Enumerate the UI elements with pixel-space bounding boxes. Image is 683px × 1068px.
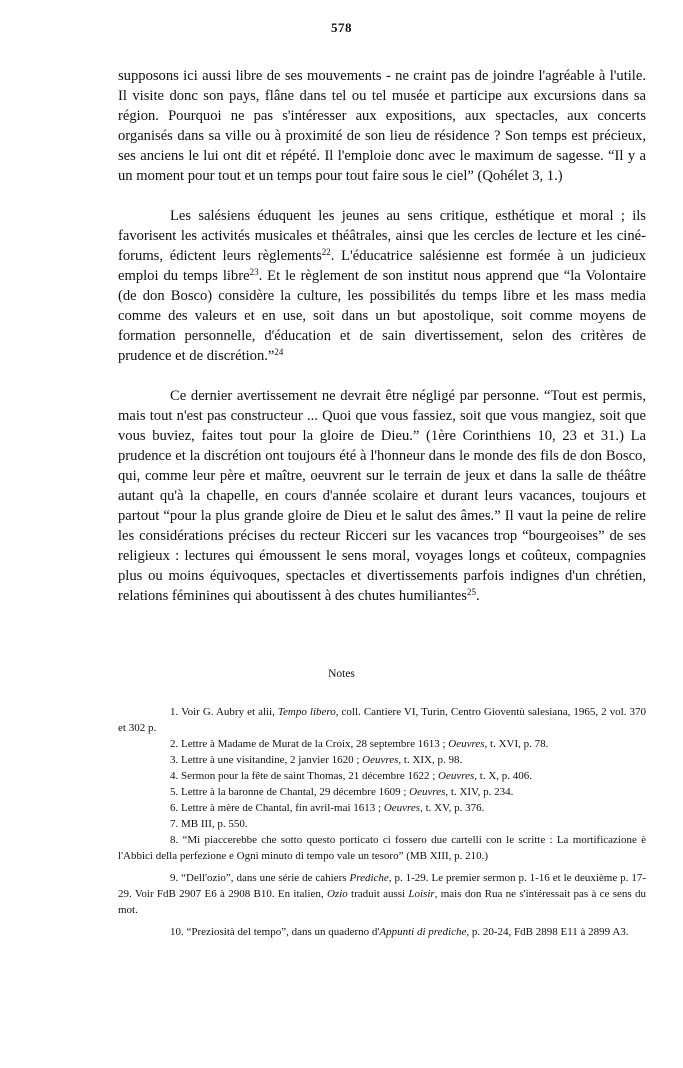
notes-heading: Notes bbox=[328, 668, 355, 680]
italic-title: Ozio bbox=[326, 888, 348, 900]
footnote-reference: 25 bbox=[466, 587, 476, 597]
italic-title: Oeuvres bbox=[448, 738, 485, 750]
note-10 bbox=[118, 924, 646, 940]
italic-title: Loisir bbox=[408, 888, 435, 900]
text-run: , p. 1-29. Le premier sermon p. 1-16 et le deuxième p. 17-29. Voir FdB 2907 E6 à 2908 B10. En italien, bbox=[118, 872, 647, 900]
paragraph-3 bbox=[118, 386, 646, 606]
text-run: Les salésiens éduquent les jeunes au sens critique, esthétique et moral ; ils favorisent les activités musicales et théâtrales, ainsi que les cercles de lecture et les ciné-forums, édictent leurs règlements bbox=[118, 208, 646, 264]
text-run: , t. XIX, p. 98. bbox=[398, 754, 463, 766]
italic-title: Oeuvres bbox=[438, 770, 475, 782]
text-run: , p. 20-24, FdB 2898 E11 à 2899 A3. bbox=[466, 926, 629, 938]
notes-list bbox=[118, 704, 646, 940]
note-3 bbox=[118, 752, 646, 768]
note-8 bbox=[118, 832, 646, 864]
text-run: 1. Voir G. Aubry et alii, bbox=[170, 706, 278, 718]
text-run: . L'éducatrice salésienne est formée à un judicieux emploi du temps libre bbox=[118, 248, 646, 284]
footnote-reference: 23 bbox=[249, 267, 259, 277]
text-run: 7. MB III, p. 550. bbox=[170, 818, 248, 830]
note-1 bbox=[118, 704, 646, 736]
text-run: , mais don Rua ne s'intéressait pas à ce sens du mot. bbox=[118, 888, 646, 916]
paragraph-2 bbox=[118, 206, 646, 366]
note-2 bbox=[118, 736, 646, 752]
footnote-reference: 24 bbox=[274, 347, 284, 357]
text-run: supposons ici aussi libre de ses mouvements - ne craint pas de joindre l'agréable à l'utile. Il visite donc son pays, flâne dans tel ou tel musée et participe aux excursions dans sa région. Pourquoi ne pas s'intéresser aux expositions, aux spectacles, aux concerts organisés dans sa ville ou à proximité de son lieu de résidence ? Son temps est précieux, ses anciens le lui ont dit et répété. Il l'emploie donc avec le maximum de sagesse. “Il y a un moment pour tout et un temps pour tout faire sous le ciel” (Qohélet 3, 1.) bbox=[118, 68, 646, 184]
note-7 bbox=[118, 816, 646, 832]
body-text bbox=[118, 66, 646, 606]
text-run: 3. Lettre à une visitandine, 2 janvier 1620 ; bbox=[170, 754, 363, 766]
text-run: , t. XV, p. 376. bbox=[420, 802, 485, 814]
italic-title: Prediche bbox=[349, 872, 389, 884]
text-run: . bbox=[475, 588, 480, 604]
italic-title: Oeuvres bbox=[362, 754, 399, 766]
text-run: 8. “Mi piaccerebbe che sotto questo porticato ci fossero due cartelli con le scritte : La mortificazione è l'Abbici della perfezione e Ogni minuto di tempo vale un tesoro” (MB XIII, p. 210.) bbox=[118, 834, 646, 862]
note-4 bbox=[118, 768, 646, 784]
italic-title: Appunti di prediche bbox=[379, 926, 467, 938]
note-9 bbox=[118, 870, 646, 918]
note-5 bbox=[118, 784, 646, 800]
text-run: 4. Sermon pour la fête de saint Thomas, 21 décembre 1622 ; bbox=[170, 770, 439, 782]
footnote-reference: 22 bbox=[321, 247, 331, 257]
text-run: Ce dernier avertissement ne devrait être négligé par personne. “Tout est permis, mais tout n'est pas constructeur ... Quoi que vous fassiez, soit que vous mangiez, soit que vous buviez, faites tout pour la gloire de Dieu.” (1ère Corinthiens 10, 23 et 31.) La prudence et la discrétion ont toujours été à l'honneur dans le monde des fils de don Bosco, qui, comme leur père et maître, oeuvrent sur le terrain de jeux et dans la salle de théâtre autant qu'à la chapelle, en cours d'année scolaire et durant leurs vacances, toujours et partout “pour la plus grande gloire de Dieu et le salut des âmes.” Il vaut la peine de relire les considérations précises du recteur Ricceri sur les vacances trop “bourgeoises” de ses religieux : lectures qui émoussent le sens moral, voyages longs et coûteux, compagnies plus ou moins équivoques, spectacles et divertissements parfois indignes d'un chrétien, relations féminines qui aboutissent à des chutes humiliantes bbox=[118, 388, 646, 604]
text-run: 6. Lettre à mère de Chantal, fin avril-mai 1613 ; bbox=[170, 802, 384, 814]
text-run: 9. “Dell'ozio”, dans une série de cahiers bbox=[170, 872, 350, 884]
text-run: traduit aussi bbox=[347, 888, 409, 900]
paragraph-1 bbox=[118, 66, 646, 186]
text-run: . Et le règlement de son institut nous apprend que “la Volontaire (de don Bosco) considère la culture, les possibilités du temps libre et les mass media comme des valeurs et en use, soit dans un but apostolique, soit comme moyens de formation personnelle, d'éducation et de sain divertissement, selon des critères de prudence et de discrétion.” bbox=[118, 268, 646, 364]
italic-title: Oeuvres bbox=[409, 786, 446, 798]
text-run: 2. Lettre à Madame de Murat de la Croix, 28 septembre 1613 ; bbox=[170, 738, 449, 750]
italic-title: Oeuvres bbox=[383, 802, 421, 814]
page-number: 578 bbox=[331, 20, 352, 35]
text-run: , t. XIV, p. 234. bbox=[445, 786, 514, 798]
text-run: , t. XVI, p. 78. bbox=[484, 738, 549, 750]
italic-title: Tempo libero bbox=[277, 706, 336, 718]
text-run: , t. X, p. 406. bbox=[474, 770, 533, 782]
text-run: , coll. Cantiere VI, Turin, Centro Gioventù salesiana, 1965, 2 vol. 370 et 302 p. bbox=[118, 706, 647, 734]
text-run: 5. Lettre à la baronne de Chantal, 29 décembre 1609 ; bbox=[170, 786, 410, 798]
note-6 bbox=[118, 800, 646, 816]
text-run: 10. “Preziosità del tempo”, dans un quaderno d' bbox=[170, 926, 380, 938]
